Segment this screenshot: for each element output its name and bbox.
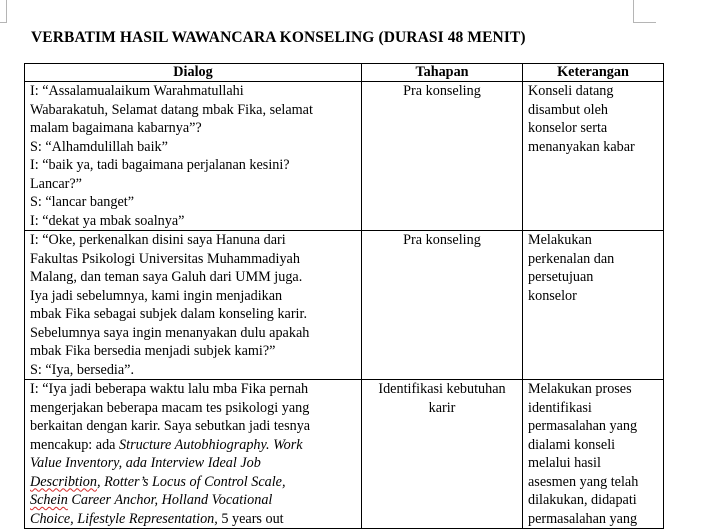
- dialog-line: berkaitan dengan karir. Saya sebutkan jadi tesnya: [30, 418, 311, 434]
- dialog-line: mbak Fika bersedia menjadi subjek kami?”: [30, 343, 276, 359]
- stage-line: Identifikasi kebutuhan: [378, 381, 506, 397]
- dialog-line: I: “Assalamualaikum Warahmatullahi: [30, 83, 244, 99]
- stage-cell: [362, 82, 523, 231]
- dialog-line: malam bagaimana kabarnya”?: [30, 120, 202, 136]
- header-stage: Tahapan: [362, 64, 523, 82]
- dialog-line: Sebelumnya saya ingin menanyakan dulu apakah: [30, 324, 310, 341]
- note-line: dialami konseli: [528, 436, 616, 453]
- test-name-text: Structure Autobhiography. Work: [119, 436, 303, 453]
- test-name-text: Value Inventory, ada Interview Ideal Job: [30, 455, 261, 471]
- note-line: perkenalan dan: [528, 250, 615, 267]
- note-line: permasalahan yang: [528, 510, 638, 527]
- verbatim-table: [24, 63, 664, 529]
- note-line: disambut oleh: [528, 101, 608, 118]
- stage-cell: [362, 231, 523, 380]
- note-line: identifikasi: [528, 399, 592, 416]
- dialog-line: mengerjakan beberapa macam tes psikologi yang: [30, 399, 310, 416]
- note-line: konselor serta: [528, 120, 608, 136]
- dialog-cell: [25, 380, 362, 529]
- header-note: Keterangan: [523, 64, 664, 82]
- stage-line: Pra konseling: [403, 83, 481, 99]
- note-cell: [523, 231, 664, 380]
- note-line: permasalahan yang: [528, 418, 638, 434]
- dialog-line: Iya jadi sebelumnya, kami ingin menjadikan: [30, 287, 283, 304]
- dialog-cell: [25, 82, 362, 231]
- note-cell: [523, 380, 664, 529]
- dialog-line: [30, 491, 356, 510]
- stage-line: karir: [428, 399, 456, 416]
- dialog-line: Malang, dan teman saya Galuh dari UMM juga.: [30, 269, 303, 285]
- dialog-cell: [25, 231, 362, 380]
- note-line: persetujuan: [528, 269, 594, 285]
- test-name-text: Career Anchor, Holland Vocational: [67, 492, 273, 508]
- table-header-row: [25, 64, 664, 82]
- document-title: VERBATIM HASIL WAWANCARA KONSELING (DURASI 48 MENIT): [31, 29, 526, 46]
- dialog-line: S: “lancar banget”: [30, 194, 134, 210]
- note-line: Melakukan: [528, 232, 592, 248]
- note-line: melalui hasil: [528, 455, 601, 471]
- note-line: Konseli datang: [528, 83, 614, 99]
- page-corner-mark-right: [633, 0, 656, 23]
- page-corner-mark-left: [0, 0, 7, 23]
- dialog-text: 5 years out: [217, 510, 284, 527]
- dialog-line: I: “dekat ya mbak soalnya”: [30, 212, 185, 229]
- dialog-line: [30, 436, 356, 455]
- test-name-text: , Rotter’s Locus of Control Scale,: [97, 473, 286, 490]
- table-row: [25, 82, 664, 231]
- note-line: menanyakan kabar: [528, 138, 635, 155]
- header-dialog: Dialog: [25, 64, 362, 82]
- spellcheck-flagged-word: Describtion: [30, 473, 97, 490]
- dialog-line: [30, 510, 356, 529]
- dialog-line: I: “Iya jadi beberapa waktu lalu mba Fika pernah: [30, 381, 309, 397]
- table-row: [25, 380, 664, 529]
- note-line: Melakukan proses: [528, 381, 632, 397]
- stage-line: Pra konseling: [403, 232, 481, 248]
- dialog-line: S: “Alhamdulillah baik”: [30, 138, 168, 155]
- spellcheck-flagged-word: Schein: [30, 492, 68, 508]
- note-line: konselor: [528, 287, 577, 304]
- dialog-line: I: “baik ya, tadi bagaimana perjalanan kesini?: [30, 157, 290, 173]
- dialog-text: mencakup: ada: [30, 436, 120, 453]
- note-cell: [523, 82, 664, 231]
- table-row: [25, 231, 664, 380]
- dialog-line: mbak Fika sebagai subjek dalam konseling karir.: [30, 306, 307, 322]
- test-name-text: Choice, Lifestyle Representation,: [30, 510, 218, 527]
- dialog-line: Lancar?”: [30, 175, 82, 192]
- dialog-line: [30, 473, 356, 492]
- dialog-line: Wabarakatuh, Selamat datang mbak Fika, selamat: [30, 101, 313, 118]
- stage-cell: [362, 380, 523, 529]
- dialog-line: S: “Iya, bersedia”.: [30, 361, 134, 378]
- dialog-line: I: “Oke, perkenalkan disini saya Hanuna dari: [30, 232, 286, 248]
- dialog-line: Fakultas Psikologi Universitas Muhammadiyah: [30, 250, 300, 267]
- note-line: asesmen yang telah: [528, 473, 639, 490]
- note-line: dilakukan, didapati: [528, 492, 637, 508]
